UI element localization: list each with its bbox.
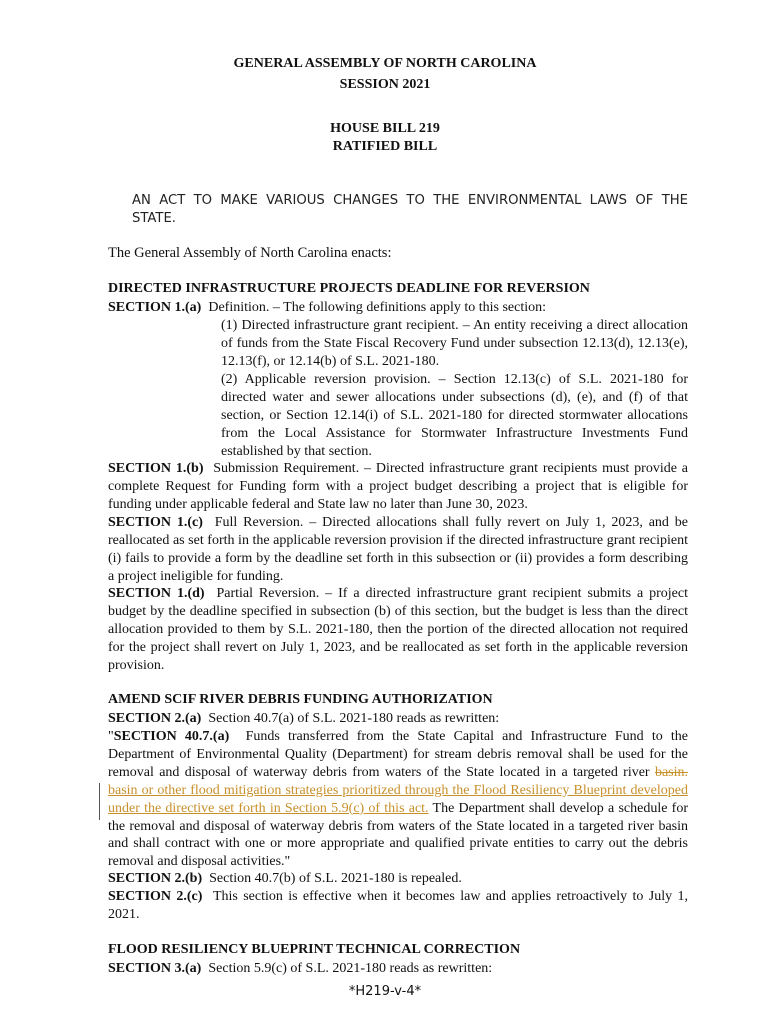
section-1a [108, 299, 688, 317]
struck-text: basin. [654, 764, 689, 780]
section-2c-label: SECTION 2.(c) [108, 889, 203, 904]
bill-status: RATIFIED BILL [332, 139, 438, 154]
section-1c [108, 514, 688, 586]
section-40-7a [108, 728, 688, 871]
act-title: AN ACT TO MAKE VARIOUS CHANGES TO THE ENVIRONMENTAL LAWS OF THE STATE. [132, 193, 688, 226]
section-1b [108, 460, 688, 514]
section-2c-text: This section is effective when it becomes law and applies retroactively to July 1, 2021. [108, 889, 688, 922]
section-40-7a-text: Funds transferred from the State Capital and Infrastructure Fund to the Department of Environmental Quality (Department) for stream debris removal shall be used for the removal and disposal of waterway debris from waters of the State located in a targeted river [108, 729, 689, 780]
section-3a-text: Section 5.9(c) of S.L. 2021-180 reads as rewritten: [208, 961, 493, 976]
section-1c-text: Full Reversion. – Directed allocations shall fully revert on July 1, 2023, and be reallocated as set forth in the applicable reversion provision if the directed infrastructure grant recipient (i) fails to provide a form by the deadline set forth in this subsection or (ii) provides a form describing a project ineligible for funding. [108, 515, 688, 584]
definition-1: (1) Directed infrastructure grant recipient. – An entity receiving a direct allocation of funds from the State Fiscal Recovery Fund under subsection 12.13(d), 12.13(e), 12.13(f), or 12.14(b) of S.L. 2021-180. [221, 318, 688, 369]
section-1a-label: SECTION 1.(a) [108, 300, 202, 315]
definition-2: (2) Applicable reversion provision. – Section 12.13(c) of S.L. 2021-180 for directed water and sewer allocations under subsections (d), (e), and (f) of that section, or Section 12.14(i) of S.L. 2021-180 for directed stormwater allocations from the Local Assistance for Stormwater Infrastructure Investments Fund established by that section. [221, 372, 688, 459]
section-1b-text: Submission Requirement. – Directed infrastructure grant recipients must provide a complete Request for Funding form with a project budget describing a project that is eligible for funding under applicable federal and State law no later than June 30, 2023. [108, 461, 688, 512]
section-3a [108, 960, 688, 978]
section-2c [108, 888, 688, 924]
section-2a-label: SECTION 2.(a) [108, 711, 202, 726]
part2-heading: AMEND SCIF RIVER DEBRIS FUNDING AUTHORIZATION [108, 692, 493, 707]
section-1d-text: Partial Reversion. – If a directed infrastructure grant recipient submits a project budget by the deadline specified in subsection (b) of this section, but the budget is less than the direct allocation provided to them by S.L. 2021-180, then the portion of the directed allocation not required for the project shall revert on July 1, 2023, and be reallocated as set forth in the applicable reversion provision. [108, 586, 688, 673]
section-2b [108, 870, 688, 888]
section-40-7a-label: SECTION 40.7.(a) [113, 729, 230, 744]
section-1d-label: SECTION 1.(d) [108, 586, 205, 601]
session-title: SESSION 2021 [339, 77, 431, 92]
section-2a [108, 710, 688, 728]
inserted-text: basin or other flood mitigation strategies prioritized through the Flood Resiliency Blueprint developed under the directive set forth in Section 5.9(c) of this act. [108, 782, 688, 816]
assembly-title: GENERAL ASSEMBLY OF NORTH CAROLINA [233, 56, 537, 71]
section-1c-label: SECTION 1.(c) [108, 515, 203, 530]
bill-number: HOUSE BILL 219 [330, 121, 440, 136]
quote-open: " [108, 729, 114, 744]
section-2b-label: SECTION 2.(b) [108, 871, 203, 886]
part1-heading: DIRECTED INFRASTRUCTURE PROJECTS DEADLINE FOR REVERSION [108, 281, 590, 296]
section-1b-label: SECTION 1.(b) [108, 461, 204, 476]
section-40-7a-rest: The Department shall develop a schedule for the removal and disposal of waterway debris from waters of the State located in a targeted river basin and shall contract with one or more appropriate and qualified private entities to carry out the debris removal and disposal activities." [108, 800, 688, 870]
change-bar [99, 783, 100, 820]
section-2b-text: Section 40.7(b) of S.L. 2021-180 is repealed. [209, 871, 462, 886]
section-3a-label: SECTION 3.(a) [108, 961, 202, 976]
enacting-clause: The General Assembly of North Carolina enacts: [108, 245, 392, 261]
part3-heading: FLOOD RESILIENCY BLUEPRINT TECHNICAL CORRECTION [108, 942, 521, 957]
section-2a-text: Section 40.7(a) of S.L. 2021-180 reads as rewritten: [208, 711, 500, 726]
document-footer-code: *H219-v-4* [348, 984, 422, 999]
section-1a-text: Definition. – The following definitions apply to this section: [208, 300, 547, 315]
section-1d [108, 585, 688, 675]
